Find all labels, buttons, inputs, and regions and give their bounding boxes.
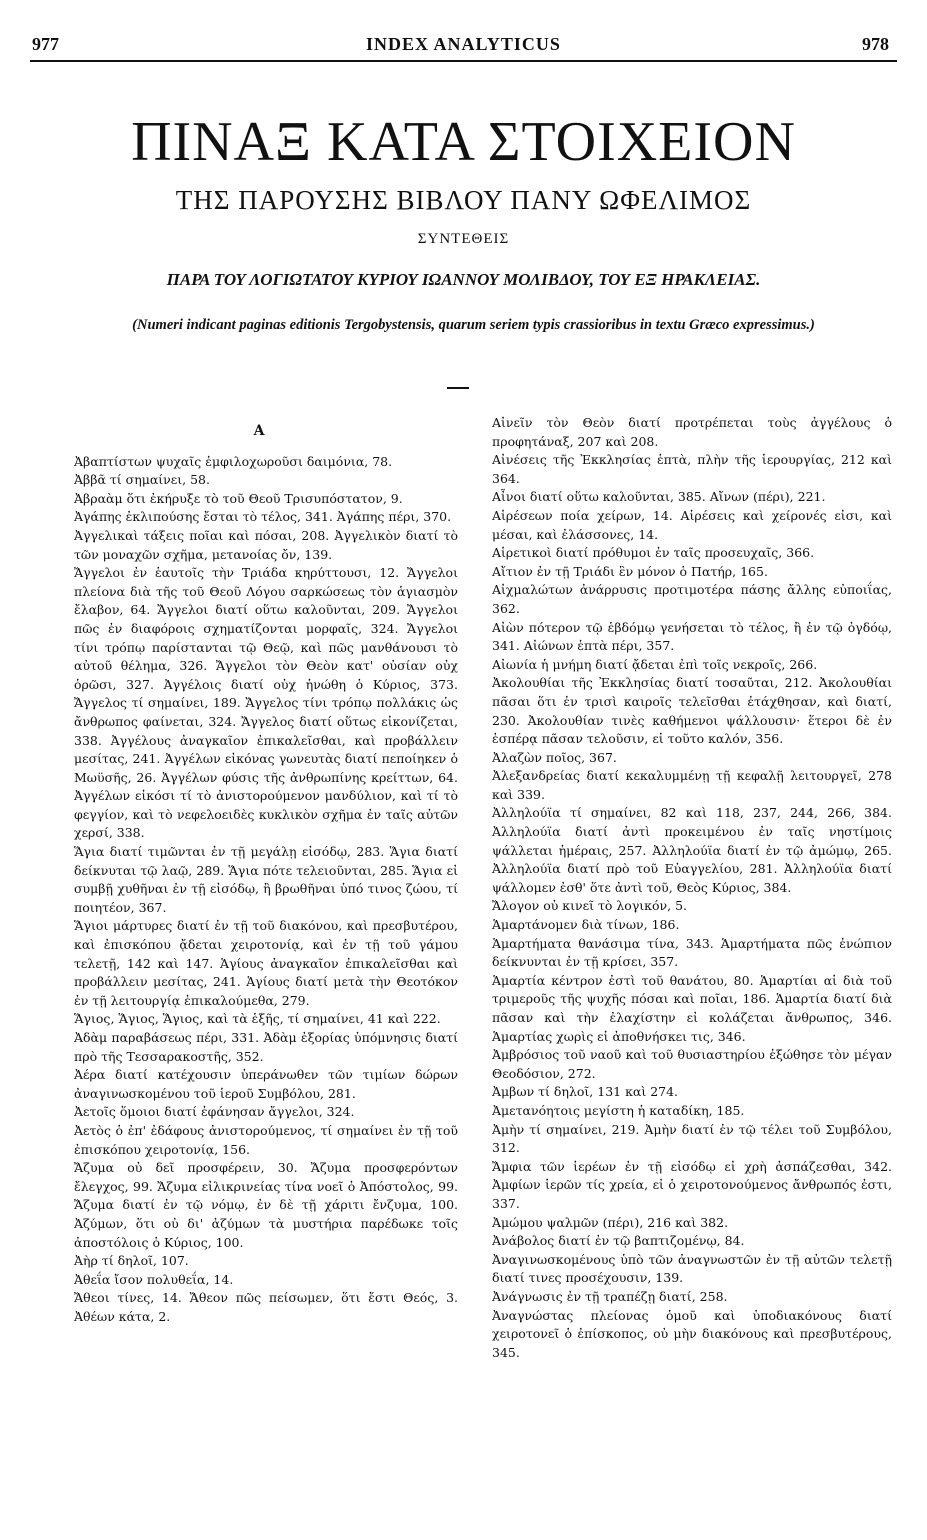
index-entry: Ἀέρα διατί κατέχουσιν ὑπεράνωθεν τῶν τιμίων δώρων ἀναγινωσκομένου τοῦ ἱεροῦ Συμβόλου, 281. — [74, 1067, 458, 1101]
index-entry: Αἰὼν πότερον τῷ ἑβδόμῳ γενήσεται τὸ τέλος, ἢ ἐν τῷ ὀγδόῳ, 341. Αἰώνων ἑπτὰ πέρι, 357. — [492, 619, 892, 654]
right-page-number: 978 — [862, 34, 889, 54]
index-entry: Ἀμετανόητοις μεγίστη ἡ καταδίκη, 185. — [492, 1102, 745, 1118]
index-entry: Ἀββᾶ τί σημαίνει, 58. — [74, 472, 210, 488]
index-entry: Ἄθεοι τίνες, 14. Ἄθεον πῶς πείσωμεν, ὅτι ἔστι Θεός, 3. Ἀθέων κάτα, 2. — [74, 1290, 458, 1324]
header-rule — [30, 60, 897, 62]
index-entry: Ἁμαρτήματα θανάσιμα τίνα, 343. Ἁμαρτήματα πῶς ἐνώπιον δείκνυνται ἐν τῇ κρίσει, 357. — [492, 935, 892, 970]
index-entry: Ἁμαρτάνομεν διὰ τίνων, 186. — [492, 917, 680, 933]
index-entry: Ἀλαζὼν ποῖος, 367. — [492, 749, 617, 765]
index-entry: Αἰωνία ἡ μνήμη διατί ᾄδεται ἐπὶ τοῖς νεκροῖς, 266. — [492, 656, 818, 672]
right-column — [478, 414, 892, 1362]
index-entry: Ἄζυμα οὐ δεῖ προσφέρειν, 30. Ἄζυμα προσφερόντων ἔλεγχος, 99. Ἄζυμα εἰλικρινείας τίνα νοεῖ ὁ Ἀπόστολος, 99. Ἄζυμα διατί ἐν τῷ νόμῳ, ἐν δὲ τῇ χάριτι ἔνζυμα, 100. Ἀζύμων, ὅτι οὐ δι' ἀζύμων τὰ μυστήρια παρέδωκε τοῖς ἀποστόλοις ὁ Κύριος, 100. — [74, 1160, 458, 1250]
index-entry: Αἰνεῖν τὸν Θεὸν διατί προτρέπεται τοὺς ἀγγέλους ὁ προφητάναξ, 207 καὶ 208. — [492, 415, 892, 449]
index-entry: Ἀμώμου ψαλμῶν (πέρι), 216 καὶ 382. — [492, 1214, 729, 1230]
index-entry: Αἱρέσεων ποία χείρων, 14. Αἱρέσεις καὶ χείρονές εἰσι, καὶ μέσαι, καὶ ἐλάσσονες, 14. — [492, 507, 892, 542]
index-entry: Ἄμφια τῶν ἱερέων ἐν τῇ εἰσόδῳ εἰ χρὴ ἀσπάζεσθαι, 342. Ἀμφίων ἱερῶν τίς χρεία, εἰ ὁ χειροτονούμενος ἄνθρωπός ἐστι, 337. — [492, 1158, 892, 1211]
index-entry: Ἀναγινωσκομένους ὑπὸ τῶν ἀναγνωστῶν ἐν τῇ αὐτῶν τελετῇ διατί τινες προσέχουσιν, 139. — [492, 1251, 892, 1286]
index-entry: Ἄγγελοι ἐν ἑαυτοῖς τὴν Τριάδα κηρύττουσι, 12. Ἄγγελοι πλείονα διὰ τῆς τοῦ Θεοῦ Λόγου σαρκώσεως τὸν ἁγιασμὸν ἔλαβον, 64. Ἄγγελοι διατί οὕτω καλοῦνται, 209. Ἄγγελοι πῶς ἐν διαφόροις σχηματίζονται μορφαῖς, 324. Ἄγγελοι τίνι τρόπῳ παρίστανται τῷ Θεῷ, καὶ πῶς μανθάνουσι τὸ αὐτοῦ θέλημα, 326. Ἄγγελοι τὸν Θεὸν κατ' οὐσίαν οὐχ ὁρῶσι, 327. Ἀγγέλοις διατί οὐχ ἡνώθη ὁ Κύριος, 373. Ἄγγελος τί σημαίνει, 189. Ἄγγελος τίνι τρόπῳ πολλάκις ὡς ἄνθρωπος φαίνεται, 324. Ἄγγελος διατί οὕτως εἰκονίζεται, 338. Ἀγγέλους ἀναγκαῖον ἐπικαλεῖσθαι, καὶ προβάλλειν μεσίτας, 241. Ἀγγέλων εἰκόνας γωνευτὰς διατί πεποίηκεν ὁ Μωϋσῆς, 26. Ἀγγέλων φύσις τῆς ἀνθρωπίνης κρείττων, 64. Ἀγγέλων εἰκόσι τί τὸ ἀνιστορούμενον μανδύλιον, καὶ τί τὸ φεγγίον, καὶ τὸ νεφελοειδὲς κυκλικὸν σχῆμα ἐν ταῖς αὐτῶν χερσί, 338. — [74, 565, 458, 841]
index-entry: Αἶνοι διατί οὕτω καλοῦνται, 385. Αἴνων (πέρι), 221. — [492, 489, 826, 505]
index-entry: Ἀετοῖς ὅμοιοι διατί ἐφάνησαν ἄγγελοι, 324. — [74, 1104, 355, 1120]
index-entry: Ἄλογον οὐ κινεῖ τὸ λογικόν, 5. — [492, 898, 687, 914]
index-entry: Ἁμαρτία κέντρον ἐστὶ τοῦ θανάτου, 80. Ἁμαρτίαι αἱ διὰ τοῦ τριμεροῦς τῆς ψυχῆς πόσαι καὶ ποῖαι, 186. Ἁμαρτία διατί διὰ πᾶσαν καὶ τὴν ἐλαχίστην εἰ κολάζεται ἄνθρωπος, 346. Ἁμαρτίας χωρὶς εἰ ἀποθνήσκει τις, 346. — [492, 972, 892, 1044]
index-entry: Ἀβαπτίστων ψυχαῖς ἐμφιλοχωροῦσι δαιμόνια, 78. — [74, 453, 393, 469]
running-title: INDEX ANALYTICUS — [366, 34, 561, 54]
index-entry: Ἀνάβολος διατί ἐν τῷ βαπτιζομένῳ, 84. — [492, 1233, 745, 1249]
index-entry: Ἀμβων τί δηλοῖ, 131 καὶ 274. — [492, 1084, 679, 1100]
index-entry: Ἅγια διατί τιμῶνται ἐν τῇ μεγάλῃ εἰσόδῳ, 283. Ἅγια διατί δείκνυται τῷ λαῷ, 289. Ἅγια πότε τελειοῦνται, 285. Ἅγια εἰ συμβῇ χυθῆναι ἐν τῇ εἰσόδῳ, ἢ βρωθῆναι ὑπό τινος ζώου, τί ποιητέον, 367. — [74, 844, 458, 915]
index-entry: Ἅγιος, Ἅγιος, Ἅγιος, καὶ τὰ ἑξῆς, τί σημαίνει, 41 καὶ 222. — [74, 1011, 441, 1027]
left-column — [60, 414, 458, 1327]
index-entry: Ἀὴρ τί δηλοῖ, 107. — [74, 1253, 189, 1269]
index-entry: Ἀκολουθίαι τῆς Ἐκκλησίας διατί τοσαῦται, 212. Ἀκολουθίαι πᾶσαι ὅτι ἐν τρισὶ καιροῖς τελεῖσθαι ἐτάχθησαν, καὶ διατί, 230. Ἀκολουθίαν τινὲς καθήμενοι ψάλλουσιν· ἕτεροι δὲ ἐν ἑσπέρᾳ πᾶσαν τελοῦσιν, εἰ τοῦτο καλόν, 356. — [492, 675, 892, 747]
index-entry: Αἰνέσεις τῆς Ἐκκλησίας ἑπτὰ, πλὴν τῆς ἱερουργίας, 212 καὶ 364. — [492, 452, 892, 486]
left-page-number: 977 — [32, 34, 59, 54]
index-entry: Ἀνάγνωσις ἐν τῇ τραπέζῃ διατί, 258. — [492, 1288, 728, 1304]
running-head — [30, 34, 897, 58]
index-entry: Ἀμβρόσιος τοῦ ναοῦ καὶ τοῦ θυσιαστηρίου ἐξώθησε τὸν μέγαν Θεοδόσιον, 272. — [492, 1047, 892, 1081]
index-entry: Αἰχμαλώτων ἀνάρρυσις προτιμοτέρα πάσης ἄλλης εὐποιΐας, 362. — [492, 582, 892, 616]
index-entry: Ἅγιοι μάρτυρες διατί ἐν τῇ τοῦ διακόνου, καὶ πρεσβυτέρου, καὶ ἐπισκόπου ᾄδεται χειροτονίᾳ, καὶ ἐν τῇ τοῦ γάμου τελετῇ, 142 καὶ 147. Ἁγίους ἀναγκαῖον ἐπικαλεῖσθαι καὶ προβάλλειν μεσίτας, 241. Ἁγίους διατί μετὰ τὴν Θεοτόκον ἐν τῇ λειτουργίᾳ ἐπικαλούμεθα, 279. — [74, 918, 458, 1008]
section-letter: Α — [253, 423, 265, 439]
compiled-by: ΣΥΝΤΕΘΕΙΣ — [417, 231, 510, 247]
left-entries — [60, 453, 458, 1327]
index-entry: Ἀδὰμ παραβάσεως πέρι, 331. Ἀδὰμ ἐξορίας ὑπόμνησις διατί πρὸ τῆς Τεσσαρακοστῆς, 352. — [74, 1030, 458, 1064]
index-entry: Ἀλληλούϊα τί σημαίνει, 82 καὶ 118, 237, 244, 266, 384. Ἀλληλούϊα διατί ἀντὶ προκειμένου ἐν ταῖς νηστίμοις ψάλλεται ἡμέραις, 257. Ἀλληλούϊα διατί ἐν τῷ ἀμώμῳ, 265. Ἀλληλούϊα διατί πρὸ τοῦ Εὐαγγελίου, 281. Ἀλληλούϊα διατί ψάλλομεν ἐσθ' ὅτε ἀντὶ τοῦ, Θεὸς Κύριος, 384. — [492, 805, 892, 895]
index-entry: Ἀγάπης ἐκλιπούσης ἔσται τὸ τέλος, 341. Ἀγάπης πέρι, 370. — [74, 509, 452, 525]
index-entry: Ἀβραὰμ ὅτι ἐκήρυξε τὸ τοῦ Θεοῦ Τρισυπόστατον, 9. — [74, 490, 403, 506]
right-entries — [478, 414, 892, 1362]
separator-dash — [447, 387, 469, 389]
author-line: ΠΑΡΑ ΤΟΥ ΛΟΓΙΩΤΑΤΟΥ ΚΥΡΙΟΥ ΙΩΑΝΝΟΥ ΜΟΛΙΒΔΟΥ, ΤΟΥ ΕΞ ΗΡΑΚΛΕΙΑΣ. — [166, 270, 761, 289]
index-entry: Ἀετὸς ὁ ἐπ' ἐδάφους ἀνιστορούμενος, τί σημαίνει ἐν τῇ τοῦ ἐπισκόπου χειροτονίᾳ, 156. — [74, 1122, 458, 1157]
index-entry: Ἀναγνώστας πλείονας ὁμοῦ καὶ ὑποδιακόνους διατί χειροτονεῖ ὁ ἐπίσκοπος, οὐ μὴν διακόνους καὶ πρεσβυτέρους, 345. — [492, 1307, 892, 1360]
index-entry: Αἴτιον ἐν τῇ Τριάδι ἓν μόνον ὁ Πατήρ, 165. — [492, 563, 768, 579]
index-entry: Ἀθεΐα ἴσον πολυθεΐα, 14. — [74, 1271, 234, 1287]
index-entry: Ἀγγελικαὶ τάξεις ποῖαι καὶ πόσαι, 208. Ἀγγελικὸν διατί τὸ τῶν μοναχῶν σχῆμα, μετανοίας ὄν, 139. — [74, 527, 458, 562]
index-entry: Ἀλεξανδρείας διατί κεκαλυμμένῃ τῇ κεφαλῇ λειτουργεῖ, 278 καὶ 339. — [492, 768, 892, 802]
index-entry: Ἀμὴν τί σημαίνει, 219. Ἀμὴν διατί ἐν τῷ τέλει τοῦ Συμβόλου, 312. — [492, 1121, 892, 1156]
index-entry: Αἱρετικοὶ διατί πρόθυμοι ἐν ταῖς προσευχαῖς, 366. — [492, 545, 815, 561]
main-title: ΠΙΝΑΞ ΚΑΤΑ ΣΤΟΙΧΕΙΟΝ — [131, 111, 796, 173]
editorial-note: (Numeri indicant paginas editionis Tergobystensis, quarum seriem typis crassioribus in textu Græco expressimus.) — [132, 317, 815, 333]
subtitle: ΤΗΣ ΠΑΡΟΥΣΗΣ ΒΙΒΛΟΥ ΠΑΝΥ ΩΦΕΛΙΜΟΣ — [175, 185, 752, 215]
